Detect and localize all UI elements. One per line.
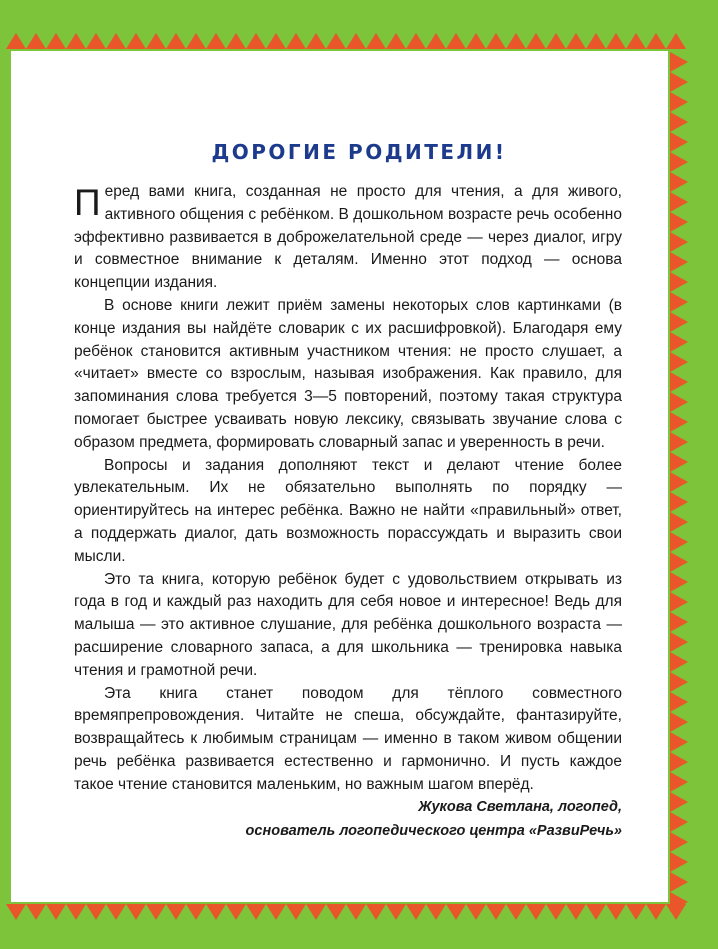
page-title: ДОРОГИЕ РОДИТЕЛИ!: [211, 140, 507, 164]
ornament-triangle: [26, 33, 46, 49]
ornament-triangle: [670, 52, 688, 72]
ornament-triangle: [46, 904, 66, 920]
ornament-triangle: [286, 33, 306, 49]
ornament-triangle: [86, 904, 106, 920]
ornament-triangle: [146, 904, 166, 920]
ornament-triangle: [670, 552, 688, 572]
ornament-triangle: [670, 592, 688, 612]
ornament-triangle: [106, 33, 126, 49]
ornament-triangle: [670, 652, 688, 672]
ornament-triangle: [606, 33, 626, 49]
ornament-triangle: [670, 372, 688, 392]
ornament-triangle: [66, 33, 86, 49]
ornament-triangle: [526, 904, 546, 920]
ornament-triangle: [406, 33, 426, 49]
ornament-triangle: [670, 92, 688, 112]
ornament-triangle: [6, 33, 26, 49]
ornament-triangle: [670, 772, 688, 792]
ornament-triangle: [146, 33, 166, 49]
ornament-triangle: [486, 33, 506, 49]
paragraph-5: Эта книга станет поводом для тёплого совместного времяпрепровождения. Читайте не спеша, обсуждайте, фантазируйте, возвращайтесь к любимым страницам — именно в таком живом общении речь ребёнка развивается естественно и гармонично. И пусть каждое такое чтение становится маленьким, но важным шагом вперёд.: [74, 684, 622, 793]
signature-line-2: основатель логопедического центра «РазвиРечь»: [245, 823, 622, 839]
ornament-triangle: [346, 33, 366, 49]
ornament-triangle: [526, 33, 546, 49]
ornament-row-bottom: [6, 904, 686, 920]
ornament-triangle: [670, 512, 688, 532]
ornament-triangle: [226, 33, 246, 49]
ornament-triangle: [670, 192, 688, 212]
ornament-triangle: [406, 904, 426, 920]
ornament-triangle: [246, 33, 266, 49]
ornament-triangle: [670, 112, 688, 132]
ornament-triangle: [466, 904, 486, 920]
paragraph-1: [74, 181, 622, 295]
ornament-triangle: [466, 33, 486, 49]
ornament-triangle: [326, 904, 346, 920]
ornament-triangle: [206, 904, 226, 920]
ornament-triangle: [670, 292, 688, 312]
ornament-triangle: [670, 812, 688, 832]
ornament-triangle: [670, 732, 688, 752]
ornament-triangle: [670, 712, 688, 732]
ornament-triangle: [670, 352, 688, 372]
ornament-triangle: [646, 904, 666, 920]
ornament-triangle: [426, 904, 446, 920]
ornament-triangle: [506, 33, 526, 49]
paragraph-4: Это та книга, которую ребёнок будет с удовольствием открывать из года в год и каждый раз находить для себя новое и интересное! Ведь для малыша — это активное слушание, для ребёнка дошкольного возраста — расширение словарного запаса, а для школьника — тренировка навыка чтения и грамотной речи.: [74, 570, 622, 679]
ornament-triangle: [606, 904, 626, 920]
ornament-triangle: [670, 792, 688, 812]
ornament-triangle: [566, 33, 586, 49]
ornament-triangle: [266, 33, 286, 49]
ornament-triangle: [586, 904, 606, 920]
ornament-triangle: [666, 904, 686, 920]
ornament-triangle: [566, 904, 586, 920]
ornament-triangle: [646, 33, 666, 49]
ornament-triangle: [670, 332, 688, 352]
ornament-triangle: [206, 33, 226, 49]
letter-body: [74, 181, 622, 797]
ornament-triangle: [246, 904, 266, 920]
drop-cap: П: [74, 182, 101, 223]
ornament-row-top: [6, 33, 686, 49]
ornament-triangle: [326, 33, 346, 49]
ornament-triangle: [306, 904, 326, 920]
ornament-triangle: [670, 492, 688, 512]
ornament-triangle: [546, 33, 566, 49]
ornament-triangle: [626, 904, 646, 920]
ornament-triangle: [670, 832, 688, 852]
ornament-triangle: [166, 33, 186, 49]
ornament-triangle: [670, 612, 688, 632]
ornament-triangle: [366, 904, 386, 920]
ornament-triangle: [26, 904, 46, 920]
ornament-triangle: [546, 904, 566, 920]
ornament-triangle: [670, 532, 688, 552]
paragraph-3: Вопросы и задания дополняют текст и делают чтение более увлекательным. Их не обязательно выполнять по порядку — ориентируйтесь на интерес ребёнка. Важно не найти «правильный» ответ, а поддержать диалог, дать возможность порассуждать и выразить свои мысли.: [74, 456, 622, 565]
ornament-triangle: [446, 33, 466, 49]
ornament-column-right: [670, 52, 688, 912]
ornament-triangle: [626, 33, 646, 49]
signature-line-1: Жукова Светлана, логопед,: [418, 799, 622, 815]
ornament-triangle: [366, 33, 386, 49]
ornament-triangle: [426, 33, 446, 49]
paragraph-1-text: еред вами книга, созданная не просто для чтения, а для живого, активного общения с ребёнком. В дошкольном возрасте речь особенно эффективно развивается в доброжелательной среде — через диалог, игру и совместное внимание к деталям. Именно этот подход — основа концепции издания.: [74, 183, 622, 292]
ornament-triangle: [670, 172, 688, 192]
ornament-triangle: [670, 312, 688, 332]
ornament-triangle: [386, 904, 406, 920]
ornament-triangle: [670, 252, 688, 272]
ornament-triangle: [670, 232, 688, 252]
ornament-triangle: [86, 33, 106, 49]
ornament-triangle: [186, 904, 206, 920]
ornament-triangle: [106, 904, 126, 920]
ornament-triangle: [66, 904, 86, 920]
ornament-triangle: [226, 904, 246, 920]
ornament-triangle: [386, 33, 406, 49]
ornament-triangle: [670, 212, 688, 232]
ornament-triangle: [666, 33, 686, 49]
ornament-triangle: [670, 572, 688, 592]
ornament-triangle: [670, 752, 688, 772]
ornament-triangle: [486, 904, 506, 920]
ornament-triangle: [306, 33, 326, 49]
ornament-triangle: [670, 852, 688, 872]
ornament-triangle: [346, 904, 366, 920]
ornament-triangle: [506, 904, 526, 920]
ornament-triangle: [670, 472, 688, 492]
ornament-triangle: [670, 692, 688, 712]
ornament-triangle: [670, 632, 688, 652]
ornament-triangle: [670, 272, 688, 292]
ornament-triangle: [166, 904, 186, 920]
paragraph-2: В основе книги лежит приём замены некоторых слов картинками (в конце издания вы найдёте словарик с их расшифровкой). Благодаря ему ребёнок становится активным участником чтения: не просто слушает, а «читает» вместе со взрослым, называя изображения. Как правило, для запоминания слова требуется 3—5 повторений, поэтому такая структура помогает быстрее усваивать новую лексику, связывать звучание слова с образом предмета, формировать словарный запас и уверенность в речи.: [74, 296, 622, 451]
ornament-triangle: [46, 33, 66, 49]
ornament-triangle: [286, 904, 306, 920]
ornament-triangle: [266, 904, 286, 920]
ornament-triangle: [126, 904, 146, 920]
ornament-triangle: [126, 33, 146, 49]
ornament-triangle: [6, 904, 26, 920]
ornament-triangle: [670, 452, 688, 472]
ornament-triangle: [670, 72, 688, 92]
ornament-triangle: [670, 432, 688, 452]
ornament-triangle: [670, 412, 688, 432]
ornament-triangle: [586, 33, 606, 49]
ornament-triangle: [446, 904, 466, 920]
ornament-triangle: [186, 33, 206, 49]
ornament-triangle: [670, 672, 688, 692]
ornament-triangle: [670, 872, 688, 892]
ornament-triangle: [670, 392, 688, 412]
